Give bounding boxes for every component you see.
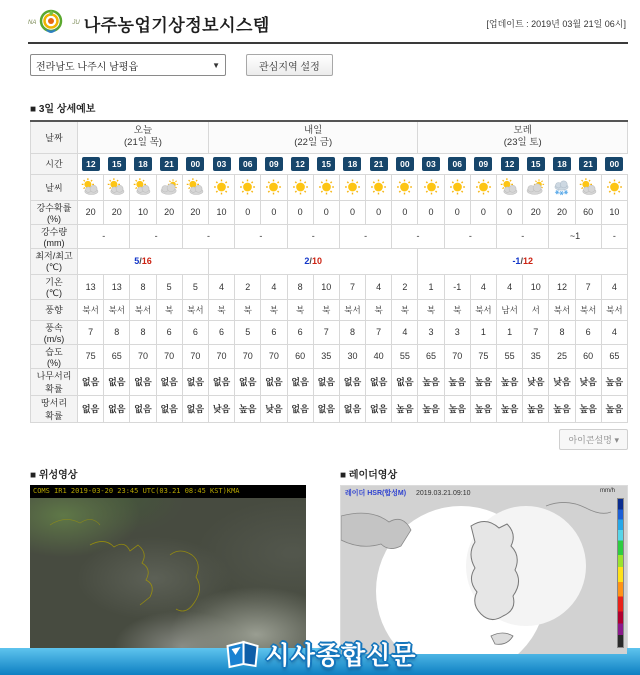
pop-cell: 10 [601, 200, 627, 224]
pcp-cell: - [182, 224, 234, 248]
wind-speed-cell: 4 [392, 320, 418, 344]
tree-frost-cell: 없음 [208, 368, 234, 395]
page-title: 나주농업기상정보시스템 [83, 15, 270, 35]
row-label-weather: 날씨 [31, 174, 78, 200]
ground-frost-cell: 높음 [235, 395, 261, 422]
pop-cell: 0 [261, 200, 287, 224]
time-chip: 12 [291, 157, 309, 171]
temp-cell: 13 [78, 274, 104, 299]
pop-cell: 0 [366, 200, 392, 224]
tree-frost-cell: 낮음 [575, 368, 601, 395]
pop-cell: 20 [549, 200, 575, 224]
wind-speed-cell: 6 [208, 320, 234, 344]
image-panels [30, 466, 640, 655]
pcp-cell: - [78, 224, 130, 248]
region-controls [30, 54, 640, 76]
minmax-cell: -1/12 [418, 248, 628, 274]
weather-cell [339, 174, 365, 200]
tree-frost-cell: 없음 [392, 368, 418, 395]
pop-cell: 0 [470, 200, 496, 224]
radar-section-title: ■ 레이더영상 [340, 469, 398, 481]
wind-dir-cell: 북서 [601, 299, 627, 320]
weather-cell [418, 174, 444, 200]
tree-frost-cell: 없음 [104, 368, 130, 395]
icon-legend-label: 아이콘설명 [568, 434, 612, 445]
temp-cell: 1 [418, 274, 444, 299]
time-chip: 18 [134, 157, 152, 171]
wind-dir-cell: 북 [366, 299, 392, 320]
pcp-cell: - [235, 224, 287, 248]
wind-dir-cell: 북 [261, 299, 287, 320]
time-chip: 21 [160, 157, 178, 171]
weather-cell [313, 174, 339, 200]
header-divider [28, 42, 628, 44]
cloud-sun-icon [159, 178, 180, 196]
time-cell [156, 153, 182, 174]
wind-dir-cell: 북 [208, 299, 234, 320]
tree-frost-cell: 없음 [261, 368, 287, 395]
sunny-icon [473, 178, 494, 196]
sunny-icon [290, 178, 311, 196]
time-cell [261, 153, 287, 174]
time-chip: 00 [396, 157, 414, 171]
radar-map [341, 486, 628, 655]
radar-image [340, 485, 628, 655]
pop-cell: 0 [497, 200, 523, 224]
update-timestamp: [업데이트 : 2019년 03월 21일 06시] [486, 18, 626, 29]
humidity-cell: 30 [339, 344, 365, 368]
pop-cell: 10 [130, 200, 156, 224]
cloud-sun-icon [525, 178, 546, 196]
row-label-date: 날짜 [31, 121, 78, 153]
ground-frost-cell: 없음 [78, 395, 104, 422]
pop-cell: 0 [418, 200, 444, 224]
pcp-cell: - [601, 224, 627, 248]
radar-unit-label: mm/h [600, 487, 615, 494]
pop-cell: 0 [444, 200, 470, 224]
wind-speed-cell: 6 [287, 320, 313, 344]
ground-frost-cell: 없음 [366, 395, 392, 422]
time-cell [601, 153, 627, 174]
weather-cell [497, 174, 523, 200]
footer-logo [224, 636, 417, 672]
temp-cell: 2 [235, 274, 261, 299]
wind-speed-cell: 5 [235, 320, 261, 344]
ground-frost-cell: 없음 [156, 395, 182, 422]
pop-cell: 60 [575, 200, 601, 224]
time-cell [497, 153, 523, 174]
ground-frost-cell: 없음 [104, 395, 130, 422]
temp-cell: 7 [575, 274, 601, 299]
minmax-cell: 2/10 [208, 248, 418, 274]
wind-dir-cell: 북 [313, 299, 339, 320]
header [0, 0, 640, 42]
ground-frost-cell: 높음 [575, 395, 601, 422]
tree-frost-cell: 없음 [366, 368, 392, 395]
wind-dir-cell: 북 [418, 299, 444, 320]
tree-frost-cell: 높음 [601, 368, 627, 395]
region-select[interactable] [30, 54, 226, 76]
wind-dir-cell: 북 [235, 299, 261, 320]
pcp-cell: - [339, 224, 391, 248]
ground-frost-cell: 높음 [601, 395, 627, 422]
sunny-icon [604, 178, 625, 196]
radar-caption-product: 레이더 HSR(합성M) [345, 489, 407, 497]
temp-cell: 13 [104, 274, 130, 299]
wind-speed-cell: 8 [104, 320, 130, 344]
day-header: 모레 (23일 토) [418, 121, 628, 153]
radar-caption-time: 2019.03.21.09:10 [415, 489, 471, 497]
pop-cell: 0 [235, 200, 261, 224]
row-label-minmax: 최저/최고 (℃) [31, 248, 78, 274]
pop-cell: 20 [78, 200, 104, 224]
time-cell [523, 153, 549, 174]
pop-cell: 0 [287, 200, 313, 224]
pop-cell: 0 [313, 200, 339, 224]
humidity-cell: 70 [130, 344, 156, 368]
wind-dir-cell: 북 [287, 299, 313, 320]
temp-cell: 8 [130, 274, 156, 299]
weather-cell [575, 174, 601, 200]
radar-colorbar [617, 498, 624, 648]
time-chip: 12 [82, 157, 100, 171]
sunny-icon [316, 178, 337, 196]
time-chip: 18 [343, 157, 361, 171]
tree-frost-cell: 없음 [235, 368, 261, 395]
sunny-icon [342, 178, 363, 196]
sun-cloud-icon [578, 178, 599, 196]
temp-cell: 4 [470, 274, 496, 299]
wind-dir-cell: 북서 [104, 299, 130, 320]
wind-dir-cell: 북서 [470, 299, 496, 320]
satellite-image [30, 485, 306, 655]
humidity-cell: 55 [392, 344, 418, 368]
time-cell [208, 153, 234, 174]
time-cell [287, 153, 313, 174]
weather-cell [523, 174, 549, 200]
wind-speed-cell: 4 [601, 320, 627, 344]
tree-frost-cell: 없음 [287, 368, 313, 395]
time-chip: 06 [448, 157, 466, 171]
wind-speed-cell: 6 [575, 320, 601, 344]
weather-cell [261, 174, 287, 200]
temp-cell: 10 [523, 274, 549, 299]
humidity-cell: 65 [104, 344, 130, 368]
tree-frost-cell: 낮음 [523, 368, 549, 395]
sunny-icon [421, 178, 442, 196]
wind-speed-cell: 7 [313, 320, 339, 344]
wind-speed-cell: 7 [78, 320, 104, 344]
weather-cell [182, 174, 208, 200]
forecast-table [30, 120, 628, 423]
humidity-cell: 60 [287, 344, 313, 368]
temp-cell: -1 [444, 274, 470, 299]
humidity-cell: 25 [549, 344, 575, 368]
row-label-temp: 기온 (℃) [31, 274, 78, 299]
weather-cell [549, 174, 575, 200]
wind-speed-cell: 6 [182, 320, 208, 344]
sun-cloud-icon [132, 178, 153, 196]
time-chip: 15 [108, 157, 126, 171]
ground-frost-cell: 높음 [470, 395, 496, 422]
sunny-icon [368, 178, 389, 196]
temp-cell: 4 [497, 274, 523, 299]
sunny-icon [237, 178, 258, 196]
sun-cloud-icon [185, 178, 206, 196]
temp-cell: 5 [156, 274, 182, 299]
humidity-cell: 75 [78, 344, 104, 368]
tree-frost-cell: 없음 [130, 368, 156, 395]
humidity-cell: 70 [261, 344, 287, 368]
row-label-wind_speed: 풍속 (m/s) [31, 320, 78, 344]
wind-dir-cell: 북 [444, 299, 470, 320]
wind-dir-cell: 북서 [339, 299, 365, 320]
temp-cell: 4 [601, 274, 627, 299]
ground-frost-cell: 낮음 [208, 395, 234, 422]
region-select-value: 전라남도 나주시 남평읍 [36, 61, 139, 73]
wind-speed-cell: 8 [549, 320, 575, 344]
wind-speed-cell: 6 [261, 320, 287, 344]
radar-panel [340, 466, 628, 655]
pop-cell: 20 [523, 200, 549, 224]
snow-icon [551, 178, 572, 196]
pcp-cell: - [287, 224, 339, 248]
time-cell [444, 153, 470, 174]
weather-cell [130, 174, 156, 200]
day-header: 오늘 (21일 목) [78, 121, 209, 153]
weather-cell [156, 174, 182, 200]
time-chip: 12 [501, 157, 519, 171]
wind-dir-cell: 북서 [549, 299, 575, 320]
forecast-section-title: ■ 3일 상세예보 [30, 104, 96, 115]
humidity-cell: 70 [208, 344, 234, 368]
humidity-cell: 75 [470, 344, 496, 368]
satellite-panel [30, 466, 306, 655]
sun-cloud-icon [106, 178, 127, 196]
ground-frost-cell: 없음 [339, 395, 365, 422]
time-chip: 03 [213, 157, 231, 171]
time-chip: 03 [422, 157, 440, 171]
humidity-cell: 65 [418, 344, 444, 368]
satellite-caption: COMS IR1 2019-03-20 23:45 UTC(03.21 08:45 KST)KMA [30, 485, 306, 498]
time-cell [418, 153, 444, 174]
logo-text-right: JU [72, 20, 80, 26]
pop-cell: 20 [104, 200, 130, 224]
time-cell [78, 153, 104, 174]
tree-frost-cell: 없음 [156, 368, 182, 395]
humidity-cell: 70 [444, 344, 470, 368]
time-cell [549, 153, 575, 174]
temp-cell: 12 [549, 274, 575, 299]
wind-dir-cell: 북서 [130, 299, 156, 320]
time-cell [130, 153, 156, 174]
wind-speed-cell: 7 [523, 320, 549, 344]
tree-frost-cell: 없음 [78, 368, 104, 395]
sunny-icon [394, 178, 415, 196]
wind-dir-cell: 서 [523, 299, 549, 320]
pcp-cell: - [392, 224, 444, 248]
tree-frost-cell: 높음 [497, 368, 523, 395]
temp-cell: 4 [208, 274, 234, 299]
row-label-ground_frost: 땅서리 확률 [31, 395, 78, 422]
row-label-wind_dir: 풍향 [31, 299, 78, 320]
weather-cell [444, 174, 470, 200]
chevron-down-icon: ▼ [212, 60, 220, 70]
satellite-coastline-overlay [30, 485, 306, 655]
wind-speed-cell: 8 [130, 320, 156, 344]
ground-frost-cell: 높음 [497, 395, 523, 422]
time-chip: 21 [370, 157, 388, 171]
weather-cell [366, 174, 392, 200]
time-chip: 21 [579, 157, 597, 171]
temp-cell: 4 [366, 274, 392, 299]
pop-cell: 10 [208, 200, 234, 224]
time-chip: 00 [605, 157, 623, 171]
tree-frost-cell: 낮음 [549, 368, 575, 395]
naju-logo-icon [36, 8, 66, 38]
tree-frost-cell: 없음 [182, 368, 208, 395]
ground-frost-cell: 없음 [182, 395, 208, 422]
row-label-pop: 강수확률 (%) [31, 200, 78, 224]
wind-dir-cell: 북서 [182, 299, 208, 320]
logo-text-left: NA [28, 20, 37, 26]
humidity-cell: 40 [366, 344, 392, 368]
tree-frost-cell: 높음 [418, 368, 444, 395]
wind-dir-cell: 북 [392, 299, 418, 320]
temp-cell: 2 [392, 274, 418, 299]
weather-cell [601, 174, 627, 200]
temp-cell: 10 [313, 274, 339, 299]
tree-frost-cell: 없음 [313, 368, 339, 395]
ground-frost-cell: 높음 [392, 395, 418, 422]
time-chip: 09 [265, 157, 283, 171]
wind-speed-cell: 6 [156, 320, 182, 344]
time-cell [313, 153, 339, 174]
ground-frost-cell: 높음 [418, 395, 444, 422]
pcp-cell: - [444, 224, 496, 248]
minmax-cell: 5/16 [78, 248, 209, 274]
sunny-icon [447, 178, 468, 196]
weather-cell [104, 174, 130, 200]
time-cell [470, 153, 496, 174]
ground-frost-cell: 높음 [444, 395, 470, 422]
sun-cloud-icon [499, 178, 520, 196]
humidity-cell: 70 [156, 344, 182, 368]
humidity-cell: 55 [497, 344, 523, 368]
temp-cell: 4 [261, 274, 287, 299]
time-chip: 15 [527, 157, 545, 171]
time-cell [575, 153, 601, 174]
time-cell [182, 153, 208, 174]
sun-cloud-icon [80, 178, 101, 196]
row-label-tree_frost: 나무서리 확률 [31, 368, 78, 395]
time-cell [339, 153, 365, 174]
wind-speed-cell: 7 [366, 320, 392, 344]
chevron-down-icon: ▾ [614, 434, 619, 445]
ground-frost-cell: 없음 [287, 395, 313, 422]
humidity-cell: 65 [601, 344, 627, 368]
humidity-cell: 35 [313, 344, 339, 368]
weather-cell [78, 174, 104, 200]
ground-frost-cell: 높음 [523, 395, 549, 422]
wind-speed-cell: 1 [470, 320, 496, 344]
wind-dir-cell: 북서 [78, 299, 104, 320]
satellite-section-title: ■ 위성영상 [30, 469, 78, 481]
wind-speed-cell: 8 [339, 320, 365, 344]
time-chip: 00 [186, 157, 204, 171]
row-label-time: 시간 [31, 153, 78, 174]
pcp-cell: ~1 [549, 224, 601, 248]
tree-frost-cell: 높음 [444, 368, 470, 395]
wind-speed-cell: 1 [497, 320, 523, 344]
time-cell [366, 153, 392, 174]
wind-dir-cell: 남서 [497, 299, 523, 320]
weather-cell [287, 174, 313, 200]
row-label-pcp: 강수량 (mm) [31, 224, 78, 248]
tree-frost-cell: 높음 [470, 368, 496, 395]
sunny-icon [263, 178, 284, 196]
icon-legend-button[interactable] [559, 429, 628, 450]
set-region-button[interactable]: 관심지역 설정 [246, 54, 333, 76]
wind-dir-cell: 북서 [575, 299, 601, 320]
radar-caption [345, 488, 470, 498]
pcp-cell: - [497, 224, 549, 248]
wind-dir-cell: 북 [156, 299, 182, 320]
tree-frost-cell: 없음 [339, 368, 365, 395]
newspaper-logo-icon [224, 638, 262, 670]
pop-cell: 20 [156, 200, 182, 224]
humidity-cell: 35 [523, 344, 549, 368]
weather-cell [392, 174, 418, 200]
humidity-cell: 60 [575, 344, 601, 368]
pop-cell: 20 [182, 200, 208, 224]
time-cell [392, 153, 418, 174]
time-cell [235, 153, 261, 174]
ground-frost-cell: 없음 [130, 395, 156, 422]
wind-speed-cell: 3 [444, 320, 470, 344]
sunny-icon [211, 178, 232, 196]
weather-cell [235, 174, 261, 200]
temp-cell: 5 [182, 274, 208, 299]
temp-cell: 8 [287, 274, 313, 299]
pop-cell: 0 [392, 200, 418, 224]
pop-cell: 0 [339, 200, 365, 224]
footer-logo-text: 시사종합신문 [265, 642, 417, 670]
time-chip: 06 [239, 157, 257, 171]
row-label-humidity: 습도 (%) [31, 344, 78, 368]
weather-cell [470, 174, 496, 200]
day-header: 내일 (22일 금) [208, 121, 418, 153]
ground-frost-cell: 낮음 [261, 395, 287, 422]
wind-speed-cell: 3 [418, 320, 444, 344]
humidity-cell: 70 [235, 344, 261, 368]
pcp-cell: - [130, 224, 182, 248]
time-chip: 09 [474, 157, 492, 171]
weather-cell [208, 174, 234, 200]
time-chip: 18 [553, 157, 571, 171]
time-cell [104, 153, 130, 174]
humidity-cell: 70 [182, 344, 208, 368]
temp-cell: 7 [339, 274, 365, 299]
time-chip: 15 [317, 157, 335, 171]
ground-frost-cell: 높음 [549, 395, 575, 422]
ground-frost-cell: 없음 [313, 395, 339, 422]
